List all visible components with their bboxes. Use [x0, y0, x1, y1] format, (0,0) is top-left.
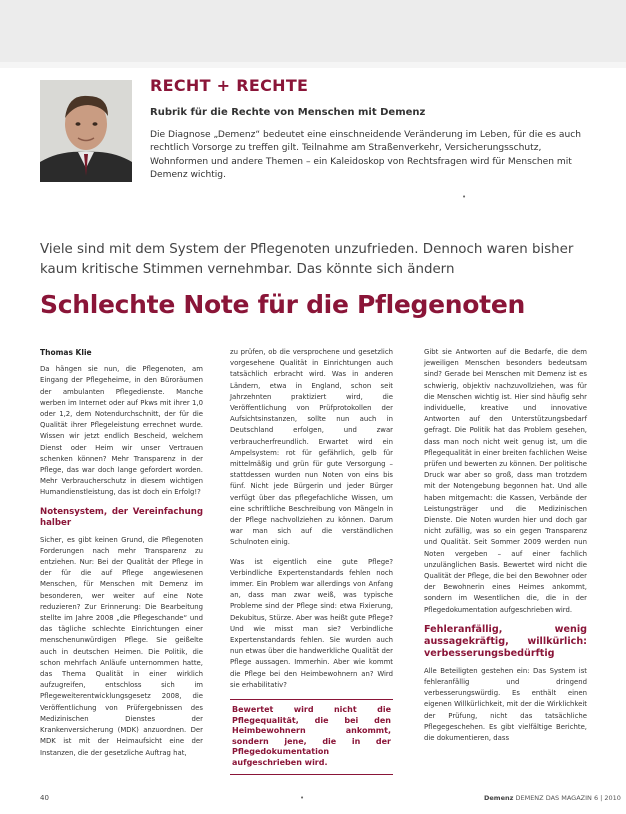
- pull-quote: Bewertet wird nicht die Pflegequalität, die bei den Heimbewohnern ankommt, sondern jene, die in der Pflegedokumentation aufgeschrieben wird.: [230, 699, 393, 775]
- rubric-dot: •: [462, 193, 467, 201]
- column-3-body: Gibt sie Antworten auf die Bedarfe, die dem jeweiligen Menschen besonders bedeutsam sind? Gerade bei Menschen mit Demenz ist es schwierig, objektiv nachzuvollziehen, was für die Menschen wichtig ist. Hier sind häufig sehr individuelle, kreative und innovative Antworten auf den Unterstützungsbedarf gefragt. Die Politik hat das Problem gesehen, dass man noch nicht weit genug ist, um die Pflegequalität in einer breiten fachlichen Weise prüfen und bewerten zu können. Der politische Druck war aber so groß, dass man trotzdem mit der Notengebung begonnen hat. Und alle haben mitgemacht: die Kassen, Verbände der Leistungsträger und die Medizinischen Dienste. Die Noten wurden hier und doch gar nicht zufällig, was so ein gegen Transparenz und Qualität. Seit Sommer 2009 werden nun Noten vergeben – auf einer fachlich unzulänglichen Basis. Bewertet wird nicht die Qualität der Pflege, die bei den Bewohner oder der Bewohnerin eines Heimes ankommt, sondern im Wesentlichen die, die in der Pflegedokumentation aufgeschrieben wird.: [424, 348, 587, 614]
- journal-name: Demenz: [484, 794, 514, 802]
- rubric-intro-text: Die Diagnose „Demenz“ bedeutet eine einschneidende Veränderung im Leben, für die es auch rechtlich Vorsorge zu treffen gilt. Teilnahme am Straßenverkehr, Versicherungsschutz, Wohnformen und andere Themen – ein Kaleidoskop von Rechtsfragen wird für Menschen mit Demenz wichtig.: [150, 130, 582, 181]
- journal-issue: DEMENZ DAS MAGAZIN 6 | 2010: [515, 794, 621, 802]
- article-column-2: [230, 347, 393, 775]
- article-headline: Schlechte Note für die Pflegenoten: [40, 290, 525, 319]
- portrait-image: [40, 80, 132, 182]
- top-banner-fade: [0, 62, 626, 68]
- top-banner: [0, 0, 626, 62]
- column-2-body-2: Was ist eigentlich eine gute Pflege? Verbindliche Expertenstandards fehlen noch immer. Ein Problem war allerdings von Anfang an, dass man zwar weiß, was typische Probleme sind der Pflege sind: etwa Fixierung, Dekubitus, Stürze. Aber was heißt gute Pflege? Und wie misst man sie? Verbindliche Expertenstandards fehlen. Sie wurden auch nun etwas über die handwerkliche Qualität der Pflege aussagen. Immerhin. Aber wie kommt die Pflege bei den Heimbewohnern an? Wird sie erhabilitativ?: [230, 557, 393, 689]
- author-photo: [40, 80, 132, 182]
- column-2-body-1: zu prüfen, ob die versprochene und gesetzlich vorgesehene Qualität in Einrichtungen auch tatsächlich erbracht wird. Was in anderen Ländern, etwa in England, schon seit Jahrzehnten praktiziert wird, die Veröffentlichung von Prüfprotokollen der Aufsichtsinstanzen, sollte nun auch in Deutschland erfolgen, und zwar verbraucherfreundlich. Erwartet wird ein Ampelsystem: rot für gefährlich, gelb für mittelmäßig und grün für gute Versorgung – stattdessen wurden nun Noten von eins bis fünf. Nicht jede Bürgerin und jeder Bürger verfügt über das pflegefachliche Wissen, um eine schriftliche Beschreibung von Mängeln in der Pflege nachvollziehen zu können. Darum war man sich auf die verständlichen Schulnoten einig.: [230, 348, 393, 547]
- rubric-subtitle: Rubrik für die Rechte von Menschen mit Demenz: [150, 107, 426, 118]
- footer-mark: •: [300, 794, 305, 802]
- column-1-body: Sicher, es gibt keinen Grund, die Pflegenoten Forderungen nach mehr Transparenz zu entziehen. Nur: Bei der Qualität der Pflege in der für die auf Pflege angewiesenen Menschen, für Menschen mit Demenz im besonderen, wer weiter auf eine Note reduzieren? Zur Erinnerung: Die Bearbeitung stellte im Jahre 2008 „die Pflegeschande“ und das tägliche schlechte Einrichtungen einer menschenunwürdigen Pflege. Sie geißelte auch in deutschen Heimen. Die Politik, die schon mehrfach Anläufe unternommen hatte, das Thema Qualität in einer wirklich aufzugreifen, entschloss sich im Pflegeweiterentwicklungsgesetz 2008, die Veröffentlichung von Prüfergebnissen des Medizinischen Dienstes der Krankenversicherung (MDK) anzuordnen. Der MDK ist mit der Heimaufsicht eine der Instanzen, die der gesetzliche Auftrag hat,: [40, 535, 203, 757]
- rubric-title: RECHT + RECHTE: [150, 76, 309, 95]
- column-3-body-2: Alle Beteiligten gestehen ein: Das System ist fehleranfällig und dringend verbesserungswürdig. Es enthält einen eigenen Willkürlichkeit, mit der die Wirklichkeit der Prüfung, nicht das tatsächliche Pflegegeschehen. Es gibt vielfältige Berichte, die dokumentieren, dass: [424, 666, 587, 743]
- subheading-fehleranfaellig: Fehleranfällig, wenig aussagekräftig, willkürlich: verbesserungsbedürftig: [424, 623, 587, 659]
- page-number: 40: [40, 794, 49, 802]
- subheading-notensystem: Notensystem, der Vereinfachung halber: [40, 506, 203, 528]
- column-1-intro: Da hängen sie nun, die Pflegenoten, am Eingang der Pflegeheime, in den Büroräumen der ambulanten Pflegedienste. Manche werben im Internet oder auf Pkws mit ihrer 1,0 oder 1,2, dem Notendurchschnitt, der für die Qualität ihrer Pflegeleistung errechnet wurde. Wissen wir jetzt endlich Bescheid, welchem Dienst oder Heim wir unser Vertrauen schenken können? Mehr Transparenz in der Pflege, das war doch lange gefordert worden. Mehr Verbraucherschutz in diesem wichtigen Humandienstleistung, das ist doch ein Erfolg!?: [40, 365, 203, 497]
- article-author: Thomas Klie: [40, 348, 92, 357]
- article-column-1: [40, 347, 203, 767]
- article-column-3: [424, 347, 587, 752]
- footer-journal: [484, 794, 621, 802]
- article-lead: Viele sind mit dem System der Pflegenoten unzufrieden. Dennoch waren bisher kaum kritische Stimmen vernehmbar. Das könnte sich ändern: [40, 242, 574, 277]
